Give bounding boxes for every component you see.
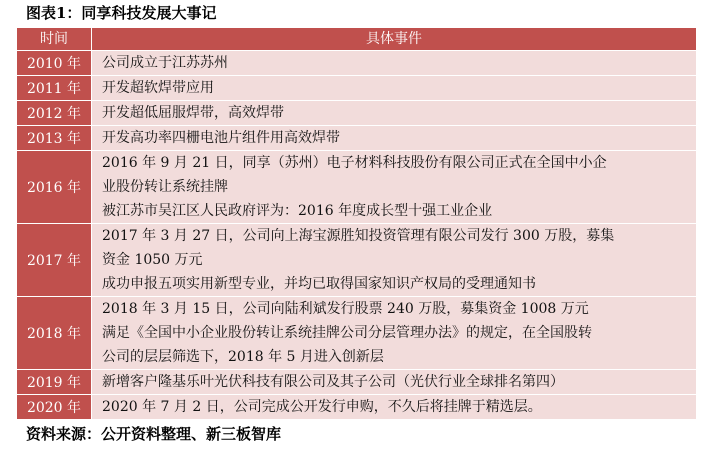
table-row (17, 51, 697, 76)
event-line: 2020 年 7 月 2 日，公司完成公开发行申购，不久后将挂牌于精选层。 (102, 399, 542, 415)
event-cell (92, 224, 697, 297)
year-cell: 2018 年 (17, 297, 92, 370)
event-line: 成功申报五项实用新型专业，并均已取得国家知识产权局的受理通知书 (102, 276, 536, 292)
table-row (17, 297, 697, 370)
event-cell (92, 297, 697, 370)
year-cell: 2012 年 (17, 101, 92, 126)
event-line: 2016 年 9 月 21 日，同享（苏州）电子材料科技股份有限公司正式在全国中小企 (102, 155, 607, 171)
event-line: 开发超软焊带应用 (102, 80, 214, 96)
table-row (17, 76, 697, 101)
event-line: 业股份转让系统挂牌 (102, 179, 228, 195)
table-row (17, 101, 697, 126)
event-line: 公司成立于江苏苏州 (102, 55, 228, 71)
table-row (17, 151, 697, 224)
event-cell (92, 76, 697, 101)
milestones-table (16, 27, 697, 420)
event-cell (92, 126, 697, 151)
year-cell: 2016 年 (17, 151, 92, 224)
table-header-row (17, 28, 697, 51)
figure-title: 图表1：同享科技发展大事记 (26, 4, 217, 22)
table-row (17, 370, 697, 395)
header-time: 时间 (17, 28, 92, 51)
table-row (17, 224, 697, 297)
table-row (17, 126, 697, 151)
event-cell (92, 151, 697, 224)
year-cell: 2019 年 (17, 370, 92, 395)
event-line: 被江苏市吴江区人民政府评为：2016 年度成长型十强工业企业 (102, 203, 493, 219)
year-cell: 2017 年 (17, 224, 92, 297)
year-cell: 2013 年 (17, 126, 92, 151)
event-cell (92, 395, 697, 420)
table-row (17, 395, 697, 420)
event-cell (92, 370, 697, 395)
event-line: 资金 1050 万元 (102, 252, 203, 268)
event-line: 开发超低屈服焊带，高效焊带 (102, 105, 284, 121)
year-cell: 2011 年 (17, 76, 92, 101)
event-line: 满足《全国中小企业股份转让系统挂牌公司分层管理办法》的规定，在全国股转 (102, 325, 592, 341)
event-line: 公司的层层筛选下，2018 年 5 月进入创新层 (102, 349, 384, 365)
event-line: 新增客户隆基乐叶光伏科技有限公司及其子公司（光伏行业全球排名第四） (102, 374, 564, 390)
header-event: 具体事件 (92, 28, 697, 51)
year-cell: 2010 年 (17, 51, 92, 76)
year-cell: 2020 年 (17, 395, 92, 420)
event-line: 2017 年 3 月 27 日，公司向上海宝源胜知投资管理有限公司发行 300 万股，募集 (102, 228, 615, 244)
event-cell (92, 51, 697, 76)
event-line: 2018 年 3 月 15 日，公司向陆利斌发行股票 240 万股，募集资金 1008 万元 (102, 301, 589, 317)
event-line: 开发高功率四栅电池片组件用高效焊带 (102, 130, 340, 146)
source-note: 资料来源：公开资料整理、新三板智库 (26, 425, 282, 443)
event-cell (92, 101, 697, 126)
